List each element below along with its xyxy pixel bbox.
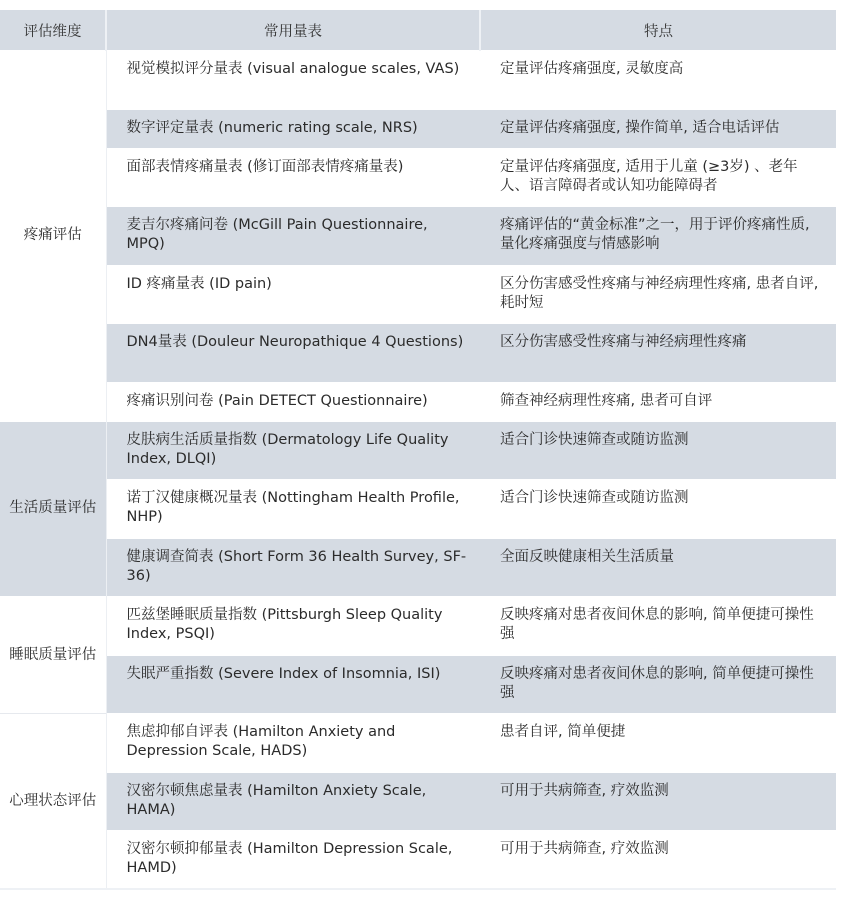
feature-cell: 反映疼痛对患者夜间休息的影响, 简单便捷可操性强 [480, 597, 836, 656]
feature-cell: 定量评估疼痛强度, 适用于儿童 (≥3岁) 、老年人、语言障碍者或认知功能障碍者 [480, 148, 836, 207]
table-row [0, 207, 836, 266]
header-feature: 特点 [480, 10, 836, 51]
table-row [0, 382, 836, 421]
feature-cell: 定量评估疼痛强度, 灵敏度高 [480, 51, 836, 110]
scale-cell: DN4量表 (Douleur Neuropathique 4 Questions) [106, 324, 480, 383]
table-row [0, 772, 836, 831]
feature-cell: 区分伤害感受性疼痛与神经病理性疼痛 [480, 324, 836, 383]
table-row [0, 109, 836, 148]
feature-cell: 全面反映健康相关生活质量 [480, 538, 836, 597]
feature-cell: 可用于共病筛查, 疗效监测 [480, 831, 836, 890]
feature-cell: 疼痛评估的“黄金标准”之一，用于评价疼痛性质, 量化疼痛强度与情感影响 [480, 207, 836, 266]
table-row [0, 597, 836, 656]
scale-cell: 诺丁汉健康概况量表 (Nottingham Health Profile, NHP) [106, 480, 480, 539]
scale-cell: 面部表情疼痛量表 (修订面部表情疼痛量表) [106, 148, 480, 207]
scale-cell: 麦吉尔疼痛问卷 (McGill Pain Questionnaire, MPQ) [106, 207, 480, 266]
table-row [0, 655, 836, 714]
feature-cell: 筛查神经病理性疼痛, 患者可自评 [480, 382, 836, 421]
feature-cell: 定量评估疼痛强度, 操作简单, 适合电话评估 [480, 109, 836, 148]
feature-cell: 适合门诊快速筛查或随访监测 [480, 421, 836, 480]
scale-cell: 健康调查简表 (Short Form 36 Health Survey, SF-36) [106, 538, 480, 597]
dimension-cell-sleep: 睡眠质量评估 [0, 597, 106, 714]
dimension-cell-quality-of-life: 生活质量评估 [0, 421, 106, 597]
scale-cell: 皮肤病生活质量指数 (Dermatology Life Quality Index, DLQI) [106, 421, 480, 480]
dimension-cell-psychological: 心理状态评估 [0, 714, 106, 890]
scale-cell: 焦虑抑郁自评表 (Hamilton Anxiety and Depression Scale, HADS) [106, 714, 480, 773]
scale-cell: ID 疼痛量表 (ID pain) [106, 265, 480, 324]
feature-cell: 反映疼痛对患者夜间休息的影响, 简单便捷可操性强 [480, 655, 836, 714]
scale-cell: 失眠严重指数 (Severe Index of Insomnia, ISI) [106, 655, 480, 714]
table-row [0, 324, 836, 383]
dimension-cell-pain: 疼痛评估 [0, 51, 106, 422]
table-row [0, 148, 836, 207]
scale-cell: 疼痛识别问卷 (Pain DETECT Questionnaire) [106, 382, 480, 421]
assessment-scales-table [0, 10, 836, 890]
feature-cell: 适合门诊快速筛查或随访监测 [480, 480, 836, 539]
table-row [0, 538, 836, 597]
feature-cell: 区分伤害感受性疼痛与神经病理性疼痛, 患者自评, 耗时短 [480, 265, 836, 324]
table-row [0, 714, 836, 773]
scale-cell: 汉密尔顿焦虑量表 (Hamilton Anxiety Scale, HAMA) [106, 772, 480, 831]
table-row [0, 480, 836, 539]
scale-cell: 汉密尔顿抑郁量表 (Hamilton Depression Scale, HAMD) [106, 831, 480, 890]
table-header-row [0, 10, 836, 51]
feature-cell: 可用于共病筛查, 疗效监测 [480, 772, 836, 831]
header-scale: 常用量表 [106, 10, 480, 51]
table-row [0, 265, 836, 324]
scale-cell: 视觉模拟评分量表 (visual analogue scales, VAS) [106, 51, 480, 110]
scale-cell: 匹兹堡睡眠质量指数 (Pittsburgh Sleep Quality Index, PSQI) [106, 597, 480, 656]
table-row [0, 421, 836, 480]
table-row [0, 51, 836, 110]
table-row [0, 831, 836, 890]
header-dimension: 评估维度 [0, 10, 106, 51]
scale-cell: 数字评定量表 (numeric rating scale, NRS) [106, 109, 480, 148]
feature-cell: 患者自评, 简单便捷 [480, 714, 836, 773]
